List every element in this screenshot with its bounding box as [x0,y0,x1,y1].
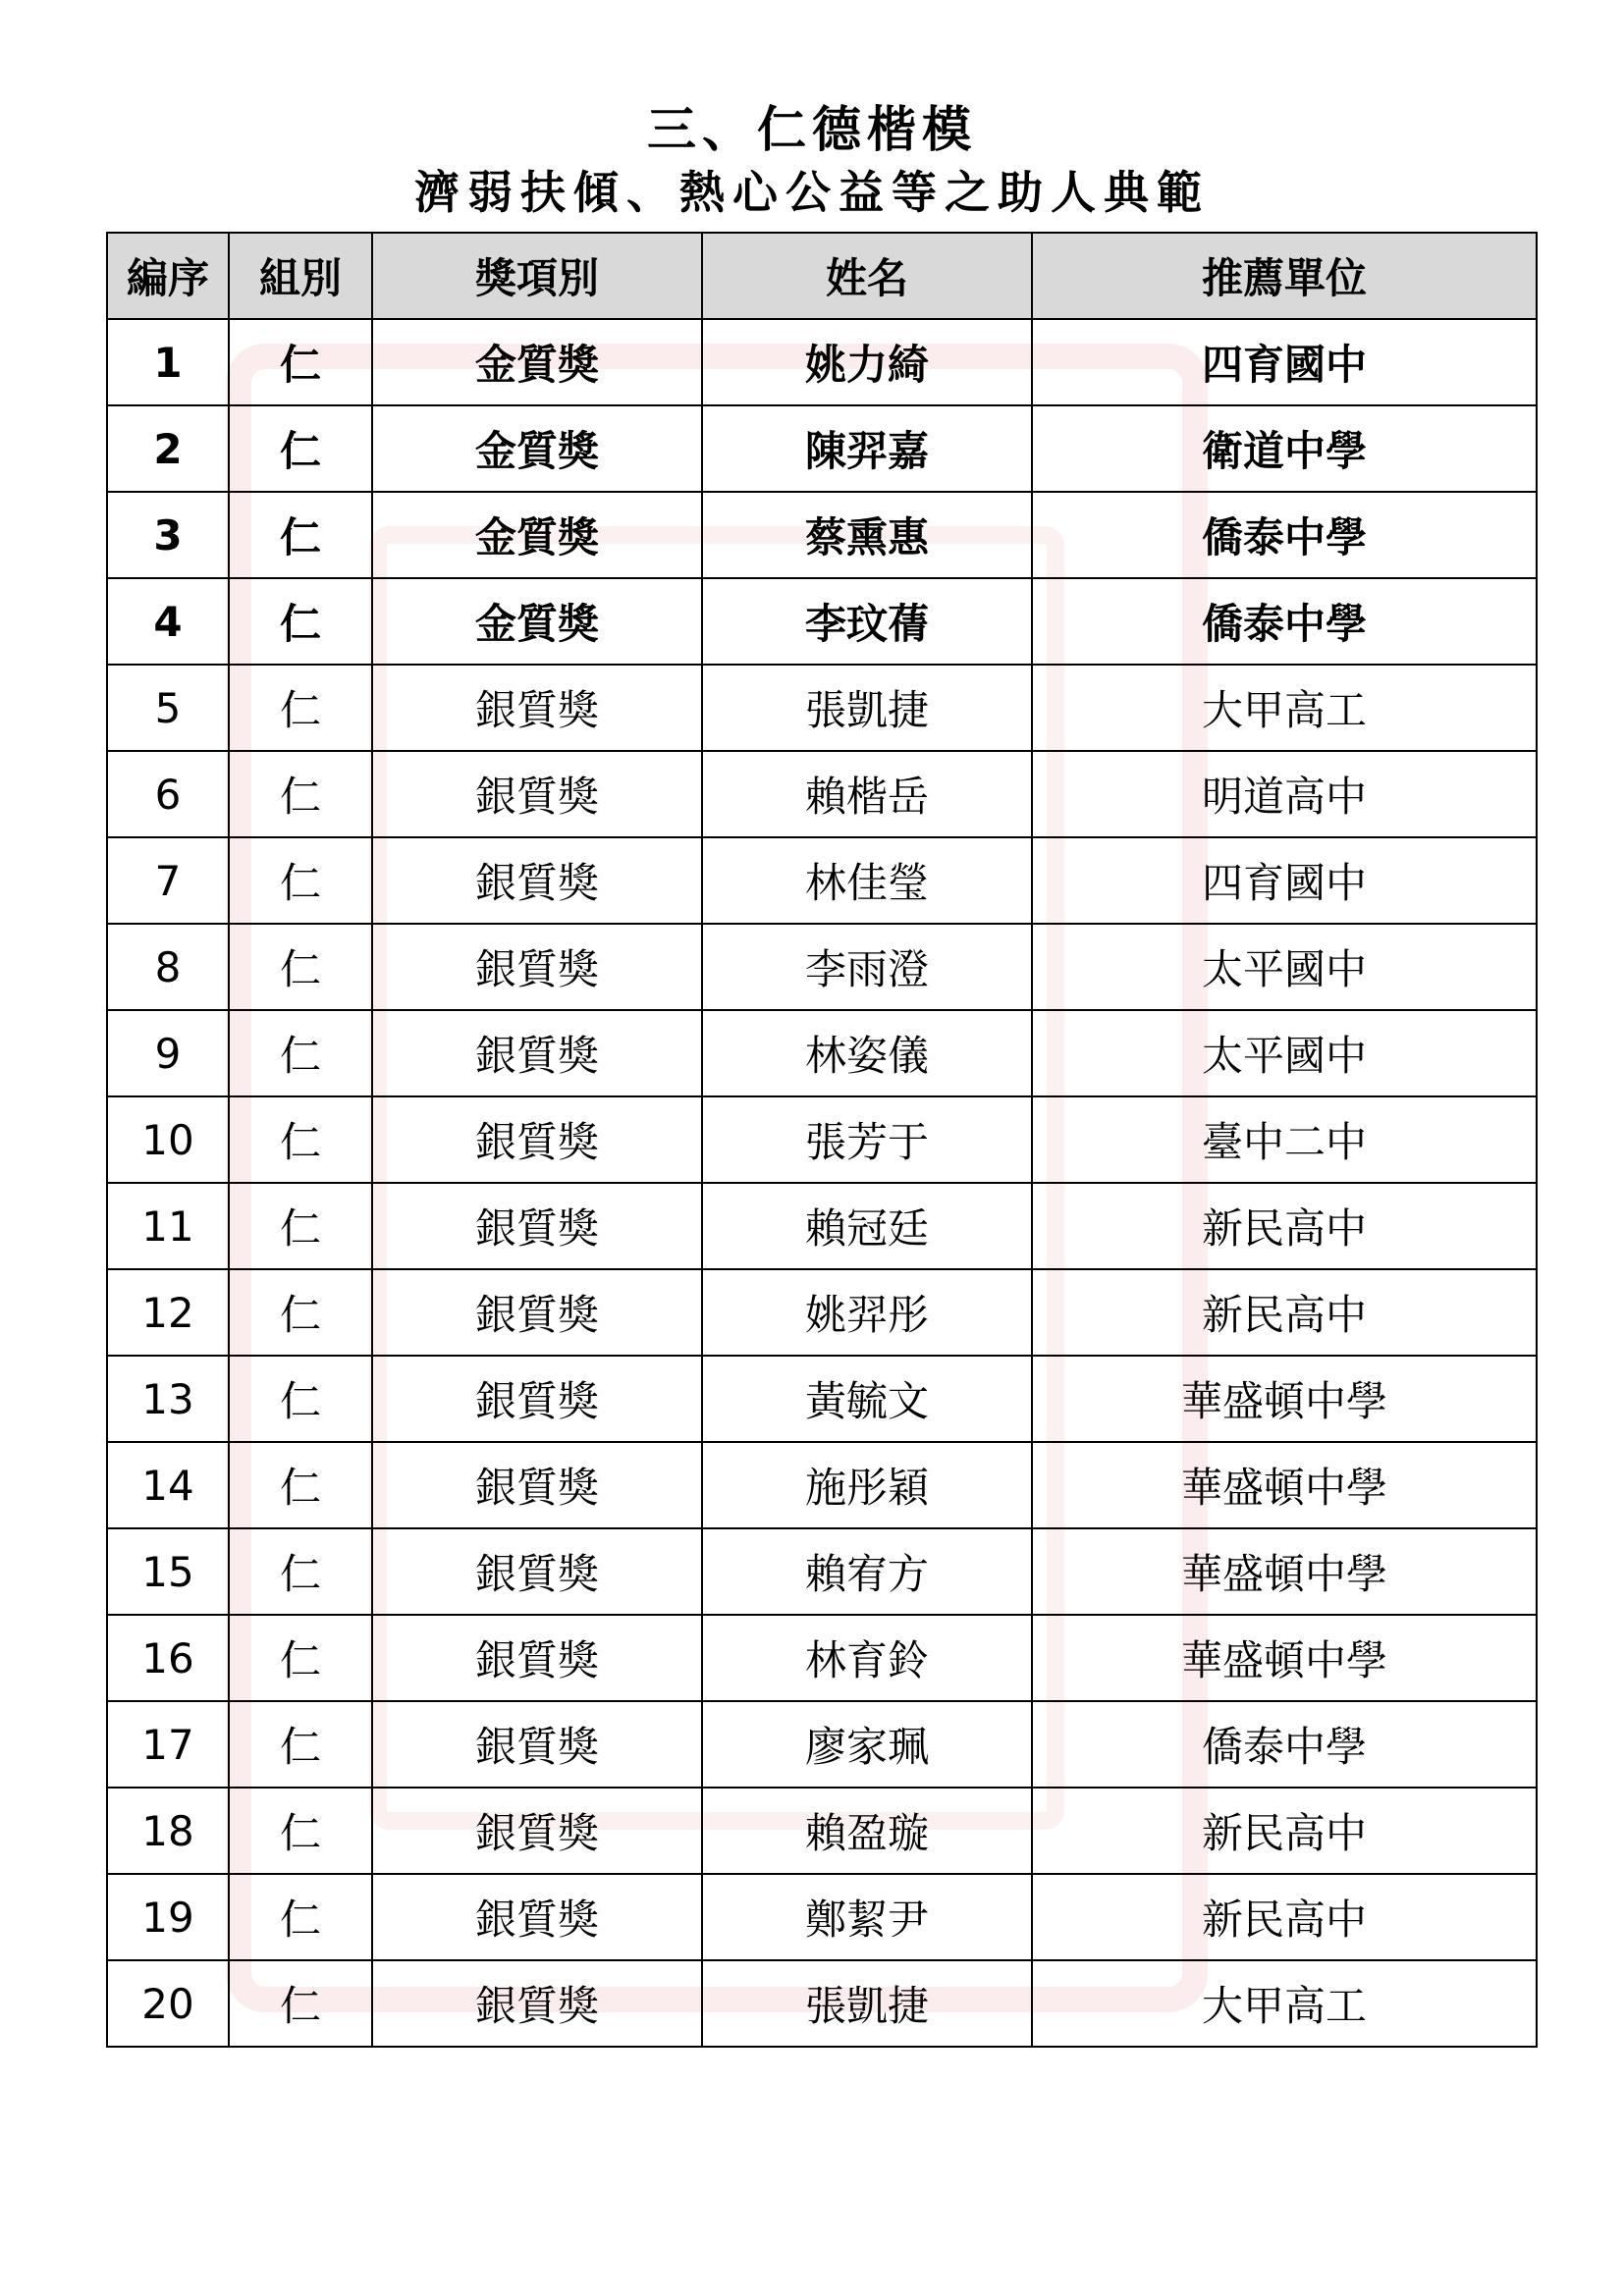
cell-name: 張凱捷 [702,665,1032,751]
cell-name: 李雨澄 [702,924,1032,1010]
cell-award: 銀質獎 [372,837,702,924]
cell-group: 仁 [229,1960,372,2047]
cell-unit: 大甲高工 [1032,1960,1537,2047]
table-row [107,1788,1537,1874]
header-number: 編序 [107,233,229,319]
cell-group: 仁 [229,1269,372,1356]
cell-unit: 明道高中 [1032,751,1537,837]
table-row [107,1960,1537,2047]
cell-unit: 華盛頓中學 [1032,1442,1537,1528]
cell-unit: 大甲高工 [1032,665,1537,751]
cell-award: 銀質獎 [372,665,702,751]
table-row [107,1183,1537,1269]
table-row [107,924,1537,1010]
cell-award: 金質獎 [372,578,702,665]
cell-unit: 新民高中 [1032,1183,1537,1269]
cell-group: 仁 [229,1528,372,1615]
cell-group: 仁 [229,665,372,751]
cell-unit: 僑泰中學 [1032,578,1537,665]
cell-unit: 太平國中 [1032,924,1537,1010]
cell-name: 賴冠廷 [702,1183,1032,1269]
header-unit: 推薦單位 [1032,233,1537,319]
cell-number: 16 [107,1615,229,1701]
cell-unit: 華盛頓中學 [1032,1615,1537,1701]
cell-group: 仁 [229,1010,372,1096]
cell-unit: 臺中二中 [1032,1096,1537,1183]
header-award: 獎項別 [372,233,702,319]
cell-name: 林育鈴 [702,1615,1032,1701]
cell-number: 17 [107,1701,229,1788]
cell-award: 銀質獎 [372,1442,702,1528]
cell-award: 金質獎 [372,492,702,578]
cell-name: 張芳于 [702,1096,1032,1183]
cell-group: 仁 [229,1615,372,1701]
table-row [107,319,1537,405]
table-row [107,1356,1537,1442]
cell-number: 5 [107,665,229,751]
cell-number: 7 [107,837,229,924]
cell-number: 9 [107,1010,229,1096]
cell-group: 仁 [229,492,372,578]
cell-name: 鄭絜尹 [702,1874,1032,1960]
cell-name: 施彤穎 [702,1442,1032,1528]
table-row [107,1010,1537,1096]
table-row [107,837,1537,924]
cell-name: 廖家珮 [702,1701,1032,1788]
cell-group: 仁 [229,1788,372,1874]
cell-name: 李玟蒨 [702,578,1032,665]
cell-award: 銀質獎 [372,1701,702,1788]
cell-unit: 新民高中 [1032,1788,1537,1874]
cell-name: 張凱捷 [702,1960,1032,2047]
cell-number: 3 [107,492,229,578]
cell-group: 仁 [229,1096,372,1183]
cell-group: 仁 [229,1183,372,1269]
header-name: 姓名 [702,233,1032,319]
table-row [107,492,1537,578]
cell-award: 銀質獎 [372,1096,702,1183]
cell-award: 銀質獎 [372,1960,702,2047]
table-header-row [107,233,1537,319]
cell-name: 賴宥方 [702,1528,1032,1615]
cell-award: 銀質獎 [372,1356,702,1442]
cell-unit: 新民高中 [1032,1269,1537,1356]
cell-unit: 衛道中學 [1032,405,1537,492]
cell-name: 林佳瑩 [702,837,1032,924]
cell-group: 仁 [229,578,372,665]
table-row [107,1701,1537,1788]
cell-award: 銀質獎 [372,1269,702,1356]
cell-number: 19 [107,1874,229,1960]
cell-unit: 四育國中 [1032,319,1537,405]
cell-award: 銀質獎 [372,924,702,1010]
table-body [107,319,1537,2047]
cell-number: 10 [107,1096,229,1183]
cell-number: 4 [107,578,229,665]
cell-unit: 僑泰中學 [1032,1701,1537,1788]
cell-award: 銀質獎 [372,1010,702,1096]
cell-name: 賴楷岳 [702,751,1032,837]
cell-number: 20 [107,1960,229,2047]
cell-award: 銀質獎 [372,1788,702,1874]
cell-unit: 太平國中 [1032,1010,1537,1096]
cell-name: 姚羿彤 [702,1269,1032,1356]
cell-award: 銀質獎 [372,1615,702,1701]
cell-award: 金質獎 [372,405,702,492]
cell-number: 1 [107,319,229,405]
cell-name: 林姿儀 [702,1010,1032,1096]
cell-number: 12 [107,1269,229,1356]
cell-group: 仁 [229,319,372,405]
table-row [107,405,1537,492]
cell-group: 仁 [229,405,372,492]
cell-name: 黃毓文 [702,1356,1032,1442]
table-row [107,1269,1537,1356]
cell-name: 蔡熏惠 [702,492,1032,578]
table-row [107,1528,1537,1615]
cell-number: 13 [107,1356,229,1442]
cell-award: 銀質獎 [372,751,702,837]
cell-award: 銀質獎 [372,1528,702,1615]
table-row [107,578,1537,665]
table-row [107,665,1537,751]
cell-number: 11 [107,1183,229,1269]
cell-number: 6 [107,751,229,837]
cell-group: 仁 [229,751,372,837]
cell-number: 15 [107,1528,229,1615]
cell-number: 8 [107,924,229,1010]
cell-unit: 新民高中 [1032,1874,1537,1960]
cell-award: 金質獎 [372,319,702,405]
cell-name: 賴盈璇 [702,1788,1032,1874]
cell-number: 2 [107,405,229,492]
cell-number: 14 [107,1442,229,1528]
page-subtitle: 濟弱扶傾、熱心公益等之助人典範 [414,166,1210,219]
awards-table [106,232,1538,2048]
cell-unit: 四育國中 [1032,837,1537,924]
cell-group: 仁 [229,1442,372,1528]
cell-name: 姚力綺 [702,319,1032,405]
cell-unit: 華盛頓中學 [1032,1528,1537,1615]
cell-group: 仁 [229,1874,372,1960]
cell-group: 仁 [229,924,372,1010]
page-title: 三、仁德楷模 [647,100,977,158]
cell-name: 陳羿嘉 [702,405,1032,492]
table-row [107,1442,1537,1528]
table-row [107,1874,1537,1960]
table-row [107,1615,1537,1701]
header-group: 組別 [229,233,372,319]
cell-unit: 僑泰中學 [1032,492,1537,578]
cell-group: 仁 [229,837,372,924]
cell-unit: 華盛頓中學 [1032,1356,1537,1442]
cell-group: 仁 [229,1701,372,1788]
cell-number: 18 [107,1788,229,1874]
cell-group: 仁 [229,1356,372,1442]
table-row [107,751,1537,837]
cell-award: 銀質獎 [372,1874,702,1960]
cell-award: 銀質獎 [372,1183,702,1269]
table-row [107,1096,1537,1183]
